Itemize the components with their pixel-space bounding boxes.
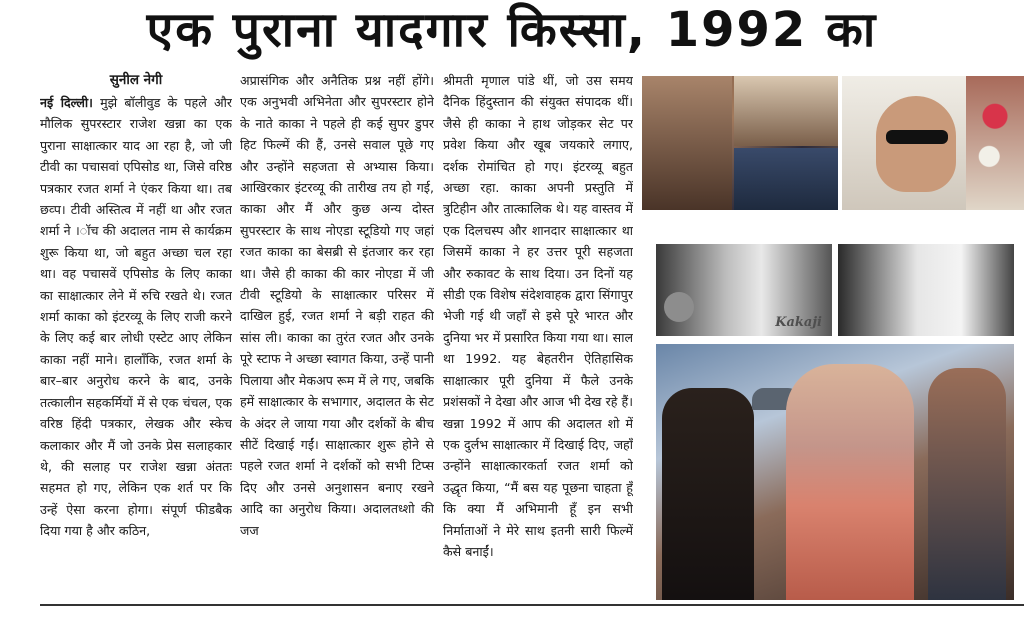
dateline: नई दिल्ली। xyxy=(40,95,93,110)
photo-black-white-collage xyxy=(656,244,832,336)
headline: एक पुराना यादगार किस्सा, 1992 का xyxy=(146,2,878,58)
photo-flowers xyxy=(966,76,1024,210)
photo-sunglasses xyxy=(886,130,948,144)
photo-inset xyxy=(664,292,694,322)
photo-person xyxy=(928,368,1006,600)
article-column-3 xyxy=(443,70,633,610)
column-1-text: मुझे बॉलीवुड के पहले और मौलिक सुपरस्टार राजेश खन्ना का एक पुराना साक्षात्कार याद आ रहा है, जो जी टीवी का पचासवां एपिसोड था, जिसे वरिष्ठ पत्रकार रजत शर्मा ने एंकर किया था। तब छव्प। टीवी अस्तित्व में नहीं था और रजत शर्मा ने ।ॉच की अदालत नाम से कार्यक्रम शुरू किया था, जो बहुत अच्छा चल रहा था। वह पचासवें एपिसोड के लिए काका का साक्षात्कार लेने में रुचि रखते थे। रजत शर्मा काका को इंटरव्यू के लिए राजी करने के लिए कई बार लोधी एस्टेट आए लेकिन काका नहीं माने। हालाँकि, रजत शर्मा के बार–बार अनुरोध करने के बाद, उनके तत्कालीन सहकर्मियों में से एक चंचल, एक वरिष्ठ हिंदी पत्रकार, लेखक और स्केच कलाकार और मैं जो उनके प्रेस सलाहकार थे, की सलाह पर राजेश खन्ना अंततः सहमत हो गए, लेकिन एक शर्त पर कि उन्हें ऐसा करना होगा। संपूर्ण फीडबैक दिया गया है और कठिन, xyxy=(40,95,232,539)
photo-face xyxy=(876,96,956,192)
article-column-2 xyxy=(240,70,434,610)
column-2-text: अप्रासंगिक और अनैतिक प्रश्न नहीं होंगे। एक अनुभवी अभिनेता और सुपरस्टार होने के नाते काका ने पहले ही कई सुपर डुपर हिट फिल्में की हैं, उनसे सवाल पूछे गए और उन्होंने सहजता से अभ्यास किया। आखिरकार इंटरव्यू की तारीख तय हो गई, काका और मैं और कुछ अन्य दोस्त सुपरस्टार के साथ नोएडा स्टूडियो गए जहां रजत काका का बेसब्री से इंतजार कर रहा था। जैसे ही काका की कार नोएडा में जी टीवी स्टूडियो के साक्षात्कार परिसर में दाखिल हुई, रजत शर्मा ने बड़ी राहत की सांस ली। काका का तुरंत रजत और उनके पूरे स्टाफ ने अच्छा स्वागत किया, उन्हें पानी पिलाया और मेकअप रूम में ले गए, जबकि हमें साक्षात्कार के सभागार, अदालत के सेट के अंदर ले जाया गया और दर्शकों के बीच सीटें दिखाई गईं। साक्षात्कार शुरू होने से पहले रजत शर्मा ने दर्शकों को सभी टिप्स दिए और उनसे अनुशासन बनाए रखने आदि का अनुरोध किया। अदालतध्शो की जज xyxy=(240,73,434,538)
photo-group-1992 xyxy=(656,344,1014,600)
photo-person xyxy=(786,364,914,600)
photo-black-white xyxy=(838,244,1014,336)
photo-tv-interview-collage xyxy=(642,76,838,210)
photo-panel xyxy=(642,76,732,210)
photo-panel xyxy=(734,148,838,210)
photo-panel xyxy=(734,76,838,146)
article-column-1 xyxy=(40,70,232,610)
photo-rajesh-khanna-portrait xyxy=(842,76,1024,210)
photo-caption-label: Kakaji xyxy=(775,315,822,330)
column-3-text: श्रीमती मृणाल पांडे थीं, जो उस समय दैनिक हिंदुस्तान की संयुक्त संपादक थीं। जैसे ही काका ने हाथ जोड़कर सेट पर प्रवेश किया और खूब जयकारे लगाए, दर्शक रोमांचित हो गए। इंटरव्यू बहुत अच्छा रहा. काका अपनी प्रस्तुति में त्रुटिहीन और तात्कालिक थे। यह वास्तव में एक दिलचस्प और शानदार साक्षात्कार था जिसमें काका ने हर उत्तर पूरी सहजता और रुकावट के साथ दिया। उन दिनों यह सीडी एक विशेष संदेशवाहक द्वारा सिंगापुर भेजी गई थी जहाँ से इसे पूरे भारत और दुनिया भर में प्रसारित किया गया था। साल था 1992. यह बेहतरीन ऐतिहासिक साक्षात्कार पूरी दुनिया में फैले उनके प्रशंसकों ने देखा और आज भी देख रहे हैं। खन्ना 1992 में आप की अदालत शो में एक दुर्लभ साक्षात्कार में दिखाई दिए, जहाँ उन्होंने साक्षात्कारकर्ता रजत शर्मा को उद्धृत किया, “मैं बस यह पूछना चाहता हूँ कि क्या मैं अभिमानी हूँ इन सभी निर्माताओं ने मेरे साथ इतनी सारी फिल्में कैसे बनाईं। xyxy=(443,73,633,559)
photo-person xyxy=(662,388,754,600)
bottom-rule xyxy=(40,604,1024,606)
byline: सुनील नेगी xyxy=(109,72,163,88)
